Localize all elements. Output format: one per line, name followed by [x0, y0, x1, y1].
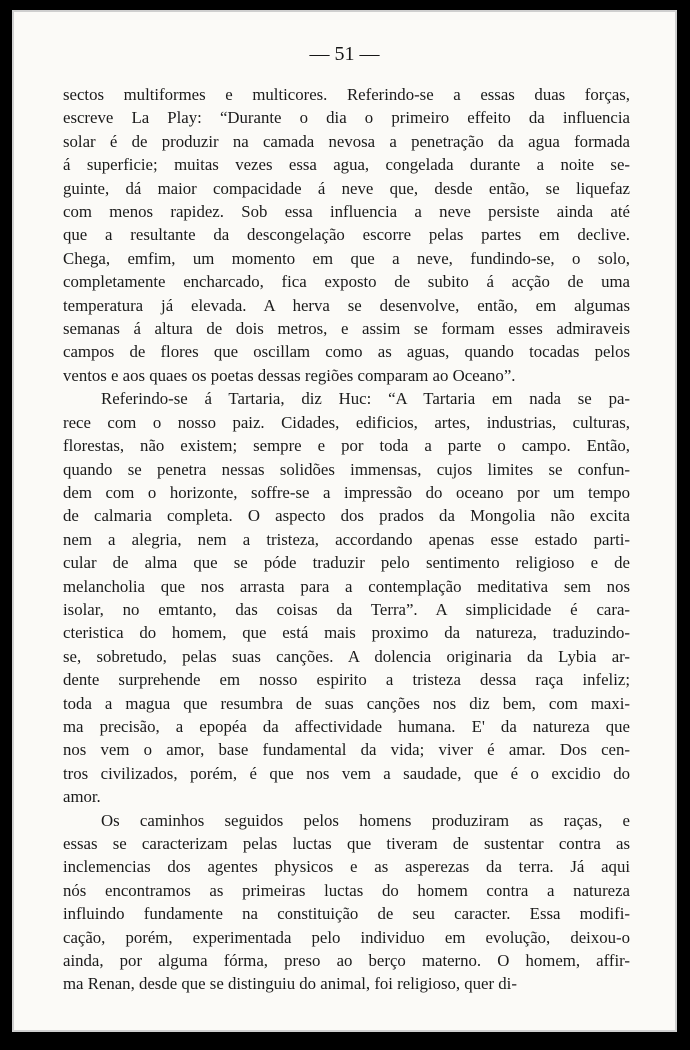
text-line: ma Renan, desde que se distinguiu do animal, foi religioso, quer di-: [63, 974, 517, 994]
text-line: amor.: [63, 787, 101, 807]
paragraph: [63, 387, 630, 808]
text-line: tros civilizados, porém, é que nos vem a saudade, que é o excidio do: [63, 763, 630, 783]
text-line: semanas á altura de dois metros, e assim se formam esses admiraveis: [63, 319, 630, 339]
text-line: dente surprehende em nosso espirito a tristeza dessa raça infeliz;: [63, 670, 630, 690]
text-line: sectos multiformes e multicores. Referindo-se a essas duas forças,: [63, 85, 630, 104]
text-line: escreve La Play: “Durante o dia o primeiro effeito da influencia: [63, 108, 630, 128]
text-line: solar é de produzir na camada nevosa a penetração da agua formada: [63, 131, 630, 151]
text-line: Chega, emfim, um momento em que a neve, fundindo-se, o solo,: [63, 248, 630, 268]
text-line: á superficie; muitas vezes essa agua, congelada durante a noite se-: [63, 155, 630, 175]
paragraph: [63, 809, 630, 996]
text-line: completamente encharcado, fica exposto de subito á acção de uma: [63, 272, 630, 292]
text-line: Os caminhos seguidos pelos homens produziram as raças, e: [101, 810, 630, 830]
text-line: Referindo-se á Tartaria, diz Huc: “A Tartaria em nada se pa-: [101, 389, 630, 409]
paragraph: [63, 83, 630, 387]
text-line: influindo fundamente na constituição de seu caracter. Essa modifi-: [63, 904, 630, 924]
text-line: nos vem o amor, base fundamental da vida; viver é amar. Dos cen-: [63, 740, 630, 760]
book-page: [12, 10, 677, 1032]
text-line: dem com o horizonte, soffre-se a impressão do oceano por um tempo: [63, 482, 630, 502]
text-line: ventos e aos quaes os poetas dessas regiões comparam ao Oceano”.: [63, 365, 516, 385]
text-line: cular de alma que se póde traduzir pelo sentimento religioso e de: [63, 553, 630, 573]
body-text: [63, 83, 630, 996]
text-line: rece com o nosso paiz. Cidades, edificios, artes, industrias, culturas,: [63, 412, 630, 432]
page-number: — 51 —: [309, 43, 380, 65]
text-line: cação, porém, experimentada pelo individuo em evolução, deixou-o: [63, 927, 630, 947]
text-line: campos de flores que oscillam como as aguas, quando tocadas pelos: [63, 342, 630, 362]
text-line: melancholia que nos arrasta para a contemplação meditativa sem nos: [63, 576, 630, 596]
text-line: isolar, no emtanto, das coisas da Terra”. A simplicidade é cara-: [63, 599, 630, 619]
text-line: temperatura já elevada. A herva se desenvolve, então, em algumas: [63, 295, 630, 315]
text-line: florestas, não existem; sempre e por toda a parte o campo. Então,: [63, 436, 630, 456]
text-line: toda a magua que resumbra de suas canções nos diz bem, com maxi-: [63, 693, 630, 713]
text-line: guinte, dá maior compacidade á neve que, desde então, se liquefaz: [63, 178, 630, 198]
text-line: nós encontramos as primeiras luctas do homem contra a natureza: [63, 880, 630, 900]
text-line: com menos rapidez. Sob essa influencia a neve persiste ainda até: [63, 202, 630, 222]
text-line: nem a alegria, nem a tristeza, accordando apenas esse estado parti-: [63, 529, 630, 549]
text-line: cteristica do homem, que está mais proximo da natureza, traduzindo-: [63, 623, 630, 643]
text-line: ma precisão, a epopéa da affectividade humana. E' da natureza que: [63, 716, 630, 736]
text-line: de calmaria completa. O aspecto dos prados da Mongolia não excita: [63, 506, 630, 526]
text-line: ainda, por alguma fórma, preso ao berço materno. O homem, affir-: [63, 951, 630, 971]
text-line: inclemencias dos agentes physicos e as asperezas da terra. Já aqui: [63, 857, 630, 877]
text-line: essas se caracterizam pelas luctas que tiveram de sustentar contra as: [63, 834, 630, 853]
text-line: que a resultante da descongelação escorre pelas partes em declive.: [63, 225, 630, 245]
text-line: se, sobretudo, pelas suas canções. A dolencia originaria da Lybia ar-: [63, 646, 630, 666]
text-line: quando se penetra nessas solidões immensas, cujos limites se confun-: [63, 459, 630, 479]
